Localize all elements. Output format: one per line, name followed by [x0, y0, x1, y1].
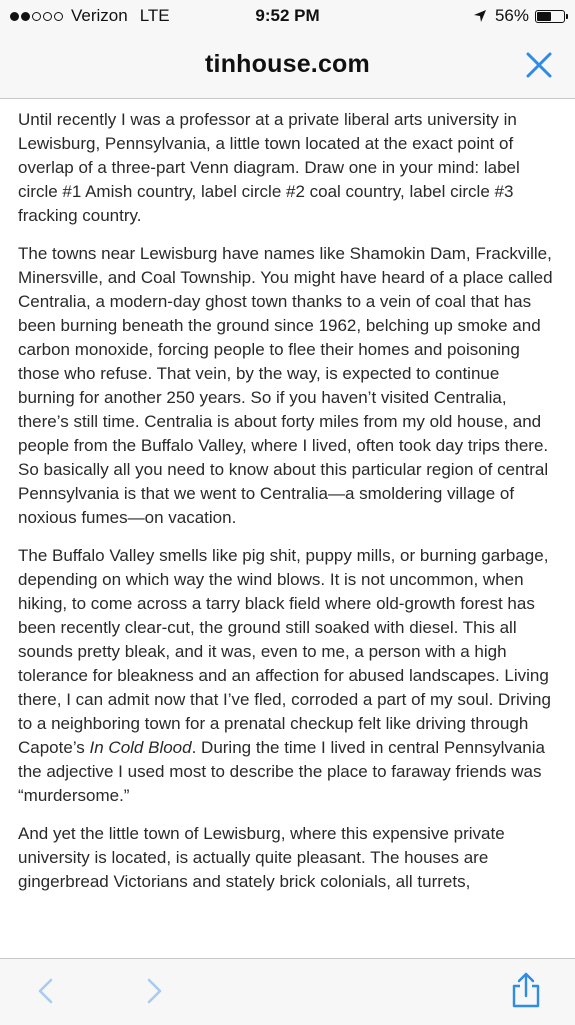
battery-level	[537, 12, 551, 21]
network-type: LTE	[139, 6, 170, 25]
article-paragraph-4: And yet the little town of Lewisburg, where this expensive private university is located, is actually quite pleasant. The houses are gingerbread Victorians and stately brick colonials, all turrets,	[18, 824, 505, 891]
carrier-name: Verizon	[71, 6, 128, 25]
chevron-left-icon	[30, 975, 62, 1007]
paragraph-text: The Buffalo Valley smells like pig shit, puppy mills, or burning garbage, depending on which way the wind blows. It is not uncommon, when hiking, to come across a tarry black field where old-growth forest has been recently clear-cut, the ground still soaked with diesel. This all sounds pretty bleak, and it was, even to me, a person with a high tolerance for bleakness and an affection for abused landscapes. Living there, I can admit now that I’ve fled, corroded a part of my soul. Driving to a neighboring town for a prenatal checkup felt like driving through Capote’s	[18, 546, 551, 757]
forward-button[interactable]	[138, 975, 170, 1007]
bottom-toolbar	[0, 958, 575, 1025]
book-title: In Cold Blood	[89, 738, 192, 757]
back-button[interactable]	[30, 975, 62, 1007]
status-bar	[0, 0, 575, 34]
article-paragraph-2: The towns near Lewisburg have names like Shamokin Dam, Frackville, Minersville, and Coal Township. You might have heard of a place called Centralia, a modern-day ghost town thanks to a vein of coal that has been burning beneath the ground since 1962, belching up smoke and carbon monoxide, forcing people to flee their homes and poisoning those who refuse. That vein, by the way, is expected to continue burning for another 250 years. So if you haven’t visited Centralia, there’s still time. Centralia is about forty miles from my old house, and people from the Buffalo Valley, where I lived, often took day trips there. So basically all you need to know about this particular region of central Pennsylvania is that we went to Centralia—a smoldering village of noxious fumes—on vacation.	[18, 244, 553, 527]
share-button[interactable]	[508, 971, 544, 1009]
status-time: 9:52 PM	[255, 6, 320, 25]
browser-header	[0, 34, 575, 99]
battery-percent: 56%	[494, 6, 529, 25]
page-domain-title: tinhouse.com	[205, 50, 370, 78]
article-paragraph-3	[18, 544, 560, 808]
close-button[interactable]	[523, 49, 555, 81]
chevron-right-icon	[138, 975, 170, 1007]
location-arrow-icon	[473, 9, 487, 23]
close-x-icon	[523, 49, 555, 81]
article-body	[18, 108, 560, 958]
share-icon	[508, 971, 544, 1009]
paragraph-text: . During the time I lived in central Pennsylvania the adjective I used most to describe the place to faraway friends was “murdersome.”	[18, 738, 545, 805]
article-paragraph-1: Until recently I was a professor at a private liberal arts university in Lewisburg, Pennsylvania, a little town located at the exact point of overlap of a three-part Venn diagram. Draw one in your mind: label circle #1 Amish country, label circle #2 coal country, label circle #3 fracking country.	[18, 110, 520, 225]
status-right	[473, 6, 565, 26]
battery-icon	[535, 10, 565, 23]
